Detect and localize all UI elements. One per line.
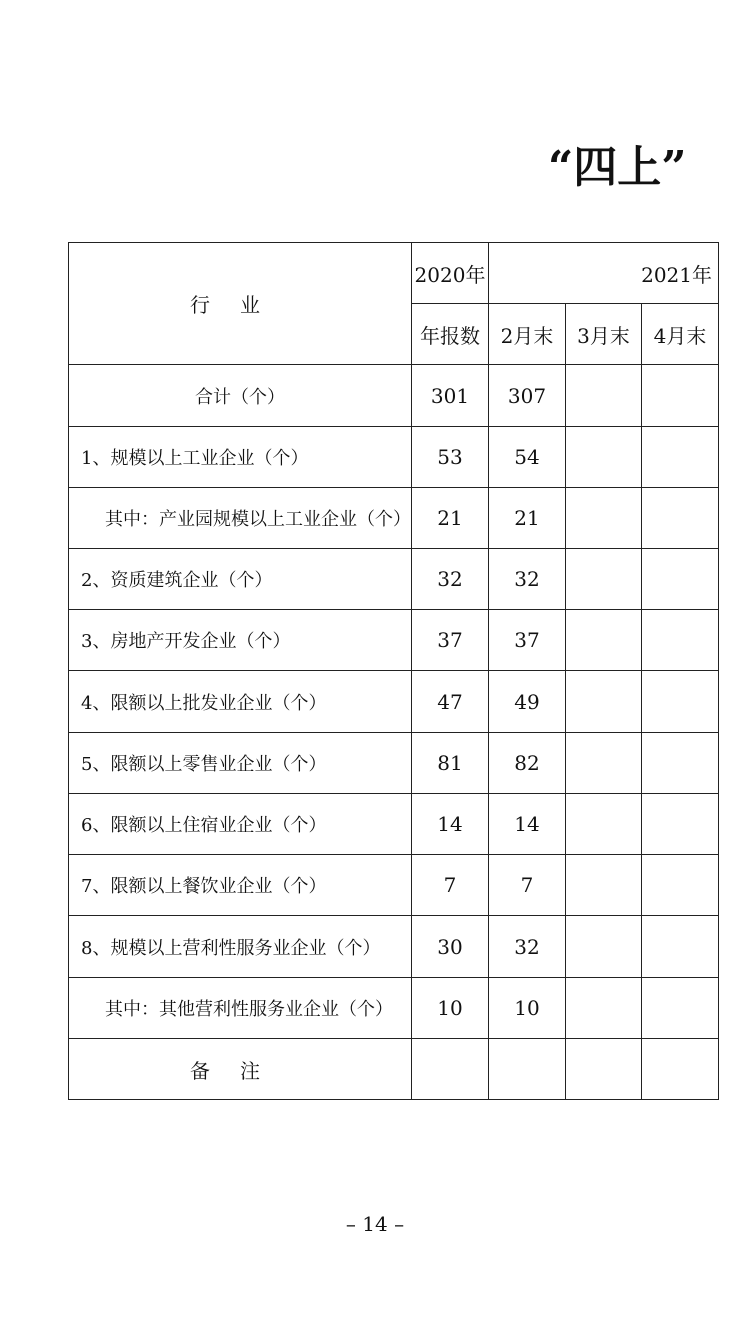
cell-feb: 32 xyxy=(489,916,566,978)
cell-apr xyxy=(642,671,719,733)
row-label: 5、限额以上零售业企业（个） xyxy=(69,733,412,794)
cell-feb: 82 xyxy=(489,733,566,794)
cell-apr xyxy=(642,978,719,1039)
row-label: 2、资质建筑企业（个） xyxy=(69,549,412,610)
table-row xyxy=(69,916,719,978)
header-year-2021: 2021年 xyxy=(489,243,719,304)
table-row xyxy=(69,733,719,794)
cell-apr xyxy=(642,549,719,610)
table-row xyxy=(69,978,719,1039)
cell-mar xyxy=(566,427,642,488)
cell-feb: 307 xyxy=(489,365,566,427)
table-row xyxy=(69,671,719,733)
cell-apr xyxy=(642,855,719,916)
cell-annual: 301 xyxy=(412,365,489,427)
cell-apr xyxy=(642,427,719,488)
cell-mar xyxy=(566,855,642,916)
row-label: 3、房地产开发企业（个） xyxy=(69,610,412,671)
cell-feb: 10 xyxy=(489,978,566,1039)
cell-annual: 21 xyxy=(412,488,489,549)
cell-annual: 53 xyxy=(412,427,489,488)
table-row xyxy=(69,855,719,916)
cell-annual: 14 xyxy=(412,794,489,855)
cell-annual: 30 xyxy=(412,916,489,978)
header-year-2020: 2020年 xyxy=(412,243,489,304)
header-industry: 行业 xyxy=(69,243,412,365)
cell-annual: 10 xyxy=(412,978,489,1039)
cell-mar xyxy=(566,610,642,671)
cell-annual: 47 xyxy=(412,671,489,733)
cell-mar xyxy=(566,916,642,978)
cell-apr xyxy=(642,794,719,855)
cell-feb: 14 xyxy=(489,794,566,855)
cell-annual: 81 xyxy=(412,733,489,794)
header-mar: 3月末 xyxy=(566,304,642,365)
cell-feb xyxy=(489,1039,566,1100)
cell-mar xyxy=(566,978,642,1039)
statistics-table xyxy=(68,242,719,1100)
header-feb: 2月末 xyxy=(489,304,566,365)
remarks-label: 备注 xyxy=(69,1039,412,1100)
cell-mar xyxy=(566,671,642,733)
cell-feb: 49 xyxy=(489,671,566,733)
row-label: 6、限额以上住宿业企业（个） xyxy=(69,794,412,855)
cell-feb: 32 xyxy=(489,549,566,610)
cell-feb: 37 xyxy=(489,610,566,671)
page-number: – 14 – xyxy=(345,1212,405,1236)
row-label: 8、规模以上营利性服务业企业（个） xyxy=(69,916,412,978)
cell-apr xyxy=(642,1039,719,1100)
cell-mar xyxy=(566,794,642,855)
row-label: 其中：其他营利性服务业企业（个） xyxy=(69,978,412,1039)
cell-apr xyxy=(642,610,719,671)
row-label: 4、限额以上批发业企业（个） xyxy=(69,671,412,733)
table-row xyxy=(69,610,719,671)
cell-feb: 54 xyxy=(489,427,566,488)
cell-mar xyxy=(566,1039,642,1100)
cell-annual: 32 xyxy=(412,549,489,610)
cell-annual: 7 xyxy=(412,855,489,916)
cell-feb: 21 xyxy=(489,488,566,549)
cell-annual xyxy=(412,1039,489,1100)
row-label: 合计（个） xyxy=(69,365,412,427)
table-row xyxy=(69,549,719,610)
cell-annual: 37 xyxy=(412,610,489,671)
table-row xyxy=(69,794,719,855)
header-annual: 年报数 xyxy=(412,304,489,365)
table-row xyxy=(69,427,719,488)
cell-feb: 7 xyxy=(489,855,566,916)
cell-mar xyxy=(566,488,642,549)
cell-apr xyxy=(642,365,719,427)
row-label: 其中：产业园规模以上工业企业（个） xyxy=(69,488,412,549)
row-label: 7、限额以上餐饮业企业（个） xyxy=(69,855,412,916)
header-apr: 4月末 xyxy=(642,304,719,365)
table-row xyxy=(69,488,719,549)
page-title: “四上” xyxy=(548,142,687,193)
cell-mar xyxy=(566,549,642,610)
cell-mar xyxy=(566,365,642,427)
row-label: 1、规模以上工业企业（个） xyxy=(69,427,412,488)
cell-apr xyxy=(642,733,719,794)
table-row xyxy=(69,365,719,427)
cell-apr xyxy=(642,488,719,549)
table-row xyxy=(69,1039,719,1100)
cell-mar xyxy=(566,733,642,794)
cell-apr xyxy=(642,916,719,978)
